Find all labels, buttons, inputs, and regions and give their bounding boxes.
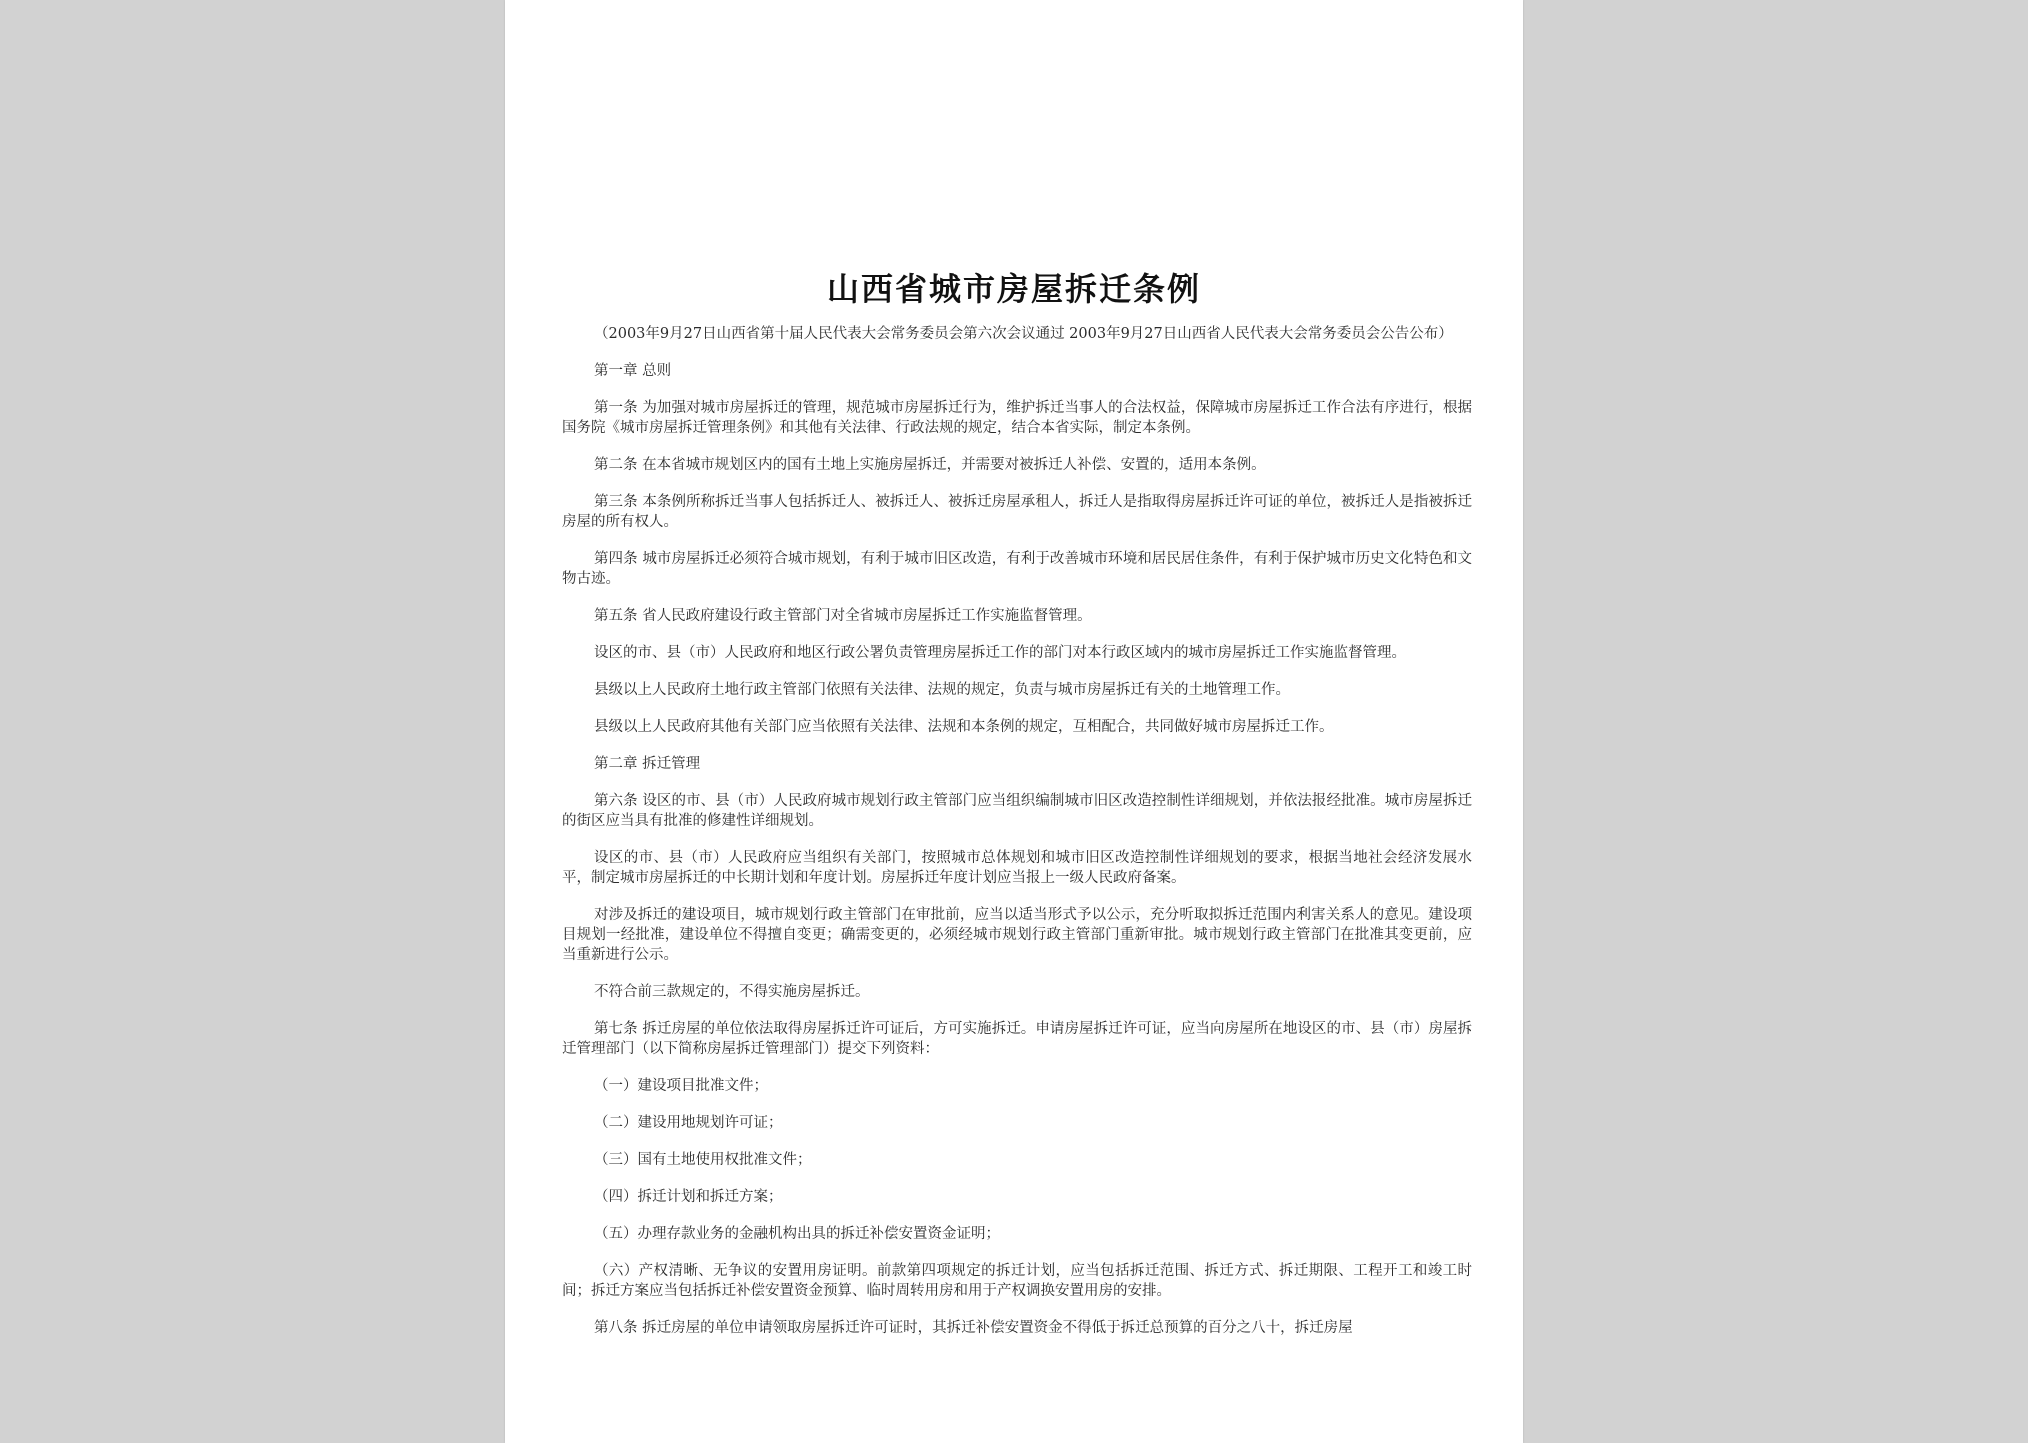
article-paragraph: 第六条 设区的市、县（市）人民政府城市规划行政主管部门应当组织编制城市旧区改造控制性详细规划，并依法报经批准。城市房屋拆迁的街区应当具有批准的修建性详细规划。	[562, 793, 1472, 829]
article-paragraph: 第一条 为加强对城市房屋拆迁的管理，规范城市房屋拆迁行为，维护拆迁当事人的合法权益，保障城市房屋拆迁工作合法有序进行，根据国务院《城市房屋拆迁管理条例》和其他有关法律、行政法规的规定，结合本省实际，制定本条例。	[562, 400, 1472, 436]
chapter-heading: 第一章 总则	[594, 363, 672, 379]
list-item: （三）国有土地使用权批准文件；	[594, 1152, 812, 1168]
chapter-heading: 第二章 拆迁管理	[594, 756, 701, 772]
list-item: （四）拆迁计划和拆迁方案；	[594, 1189, 783, 1205]
article-paragraph: 县级以上人民政府土地行政主管部门依照有关法律、法规的规定，负责与城市房屋拆迁有关的土地管理工作。	[594, 682, 1290, 698]
article-paragraph: 对涉及拆迁的建设项目，城市规划行政主管部门在审批前，应当以适当形式予以公示，充分听取拟拆迁范围内利害关系人的意见。建设项目规划一经批准，建设单位不得擅自变更；确需变更的，必须经城市规划行政主管部门重新审批。城市规划行政主管部门在批准其变更前，应当重新进行公示。	[562, 907, 1472, 963]
document-page	[505, 0, 1523, 1443]
paragraph-preamble: （2003年9月27日山西省第十届人民代表大会常务委员会第六次会议通过 2003年9月27日山西省人民代表大会常务委员会公告公布）	[594, 326, 1453, 342]
article-paragraph: 第七条 拆迁房屋的单位依法取得房屋拆迁许可证后，方可实施拆迁。申请房屋拆迁许可证，应当向房屋所在地设区的市、县（市）房屋拆迁管理部门（以下简称房屋拆迁管理部门）提交下列资料：	[562, 1021, 1472, 1057]
list-item: （六）产权清晰、无争议的安置用房证明。前款第四项规定的拆迁计划，应当包括拆迁范围、拆迁方式、拆迁期限、工程开工和竣工时间；拆迁方案应当包括拆迁补偿安置资金预算、临时周转用房和用于产权调换安置用房的安排。	[562, 1263, 1472, 1299]
article-paragraph: 设区的市、县（市）人民政府应当组织有关部门，按照城市总体规划和城市旧区改造控制性详细规划的要求，根据当地社会经济发展水平，制定城市房屋拆迁的中长期计划和年度计划。房屋拆迁年度计划应当报上一级人民政府备案。	[562, 850, 1472, 886]
article-paragraph: 第四条 城市房屋拆迁必须符合城市规划，有利于城市旧区改造，有利于改善城市环境和居民居住条件，有利于保护城市历史文化特色和文物古迹。	[562, 551, 1472, 587]
document-title: 山西省城市房屋拆迁条例	[826, 270, 1201, 308]
article-paragraph: 第三条 本条例所称拆迁当事人包括拆迁人、被拆迁人、被拆迁房屋承租人，拆迁人是指取得房屋拆迁许可证的单位，被拆迁人是指被拆迁房屋的所有权人。	[562, 494, 1472, 530]
list-item: （二）建设用地规划许可证；	[594, 1115, 783, 1131]
article-paragraph: 不符合前三款规定的，不得实施房屋拆迁。	[594, 984, 870, 1000]
list-item: （五）办理存款业务的金融机构出具的拆迁补偿安置资金证明；	[594, 1226, 1000, 1242]
article-paragraph: 设区的市、县（市）人民政府和地区行政公署负责管理房屋拆迁工作的部门对本行政区域内的城市房屋拆迁工作实施监督管理。	[594, 645, 1406, 661]
list-item: （一）建设项目批准文件；	[594, 1078, 768, 1094]
article-paragraph: 第二条 在本省城市规划区内的国有土地上实施房屋拆迁，并需要对被拆迁人补偿、安置的，适用本条例。	[594, 457, 1266, 473]
article-paragraph: 县级以上人民政府其他有关部门应当依照有关法律、法规和本条例的规定，互相配合，共同做好城市房屋拆迁工作。	[594, 719, 1334, 735]
document-body	[562, 324, 1472, 1355]
article-paragraph: 第八条 拆迁房屋的单位申请领取房屋拆迁许可证时，其拆迁补偿安置资金不得低于拆迁总预算的百分之八十，拆迁房屋	[594, 1320, 1353, 1336]
article-paragraph: 第五条 省人民政府建设行政主管部门对全省城市房屋拆迁工作实施监督管理。	[594, 608, 1092, 624]
